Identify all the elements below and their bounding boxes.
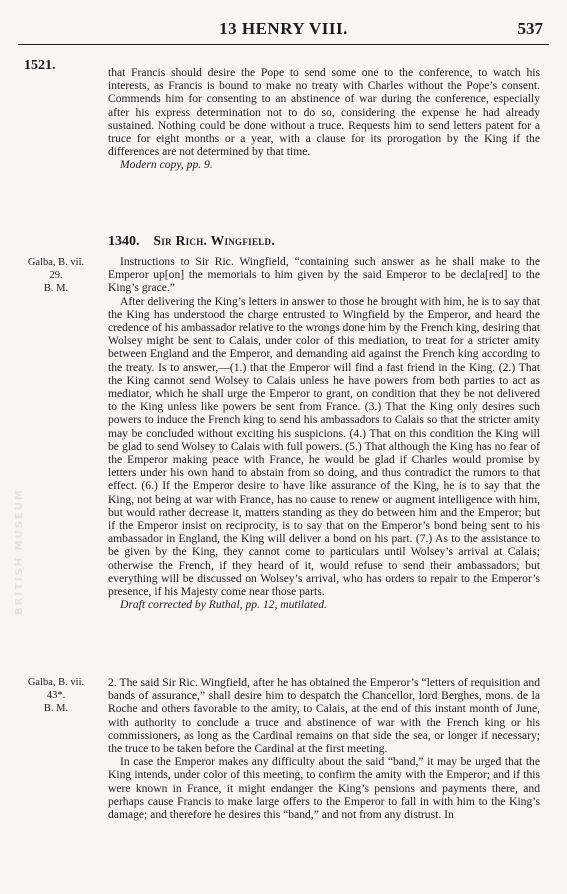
margin-ref-2-line: Galba, B. vii. — [27, 677, 85, 688]
paragraph-3: 2. The said Sir Ric. Wingfield, after he has obtained the Emperor’s “letters of requisition and bands of assurance,” shall desire him to despatch the Chancellor, lord Berghes, mons. de la Roche and others favorable to the amity, to Calais, at the end of this instant month of June, with authority to conclude a truce and abstinence of war with the French king or his commissioners, as long as the Cardinal remains on that side the sea, or longer if necessary; the truce to be taken before the Cardinal at the first meeting. — [108, 676, 540, 756]
margin-ref-1-line: 29. — [49, 270, 63, 281]
entry-heading — [108, 233, 275, 250]
page-number: 537 — [517, 19, 543, 38]
continuation-note: Modern copy, pp. 9. — [120, 158, 213, 172]
margin-ref-1-line: B. M. — [43, 283, 69, 294]
continuation-text: that Francis should desire the Pope to send some one to the conference, to watch his interests, as Francis is bound to make no treaty with Charles without the Pope’s consent. Commends him for consenting to an abstinence of war during the conference, especially after his express determination not to do so, considering the expense he had already sustained. Nothing could be done without a truce. Requests him to send letters patent for a truce for eight months or a year, with a clause for its prorogation by the King if the differences are not determined by that time. — [108, 66, 540, 159]
header-rule — [18, 44, 549, 45]
entry-title: Sir Rich. Wingfield. — [153, 233, 276, 248]
library-stamp-watermark: BRITISH MUSEUM — [14, 488, 25, 616]
entry-body-1 — [108, 255, 540, 611]
margin-ref-2-line: 43*. — [46, 690, 66, 701]
margin-reference-2 — [14, 676, 98, 715]
continuation-block — [108, 66, 540, 172]
margin-ref-1-line: Galba, B. vii. — [27, 257, 85, 268]
paragraph-4: In case the Emperor makes any difficulty about the said “band,” it may be urged that the King intends, under color of this meeting, to confirm the amity with the Emperor; and if this were known in France, it might endanger the King’s pensions and payments there, and perhaps cause Francis to make large offers to the Emperor to fall in with him to the King’s damage; and therefore he desires this “band,” and not from any distrust. In — [108, 755, 540, 822]
year-label: 1521. — [24, 58, 56, 73]
margin-reference-1 — [14, 256, 98, 295]
paragraph-2: After delivering the King’s letters in answer to those he brought with him, he is to say that the King has understood the charge entrusted to Wingfield by the Emperor, and heard the credence of his ambassador relative to the wrongs done him by the French king, desiring that Wolsey might be sent to Calais, under color of this mediation, to treat for a stricter amity between England and the Emperor, and demanding aid against the French king according to the treaty. Is to answer,—(1.) that the Emperor will find a fast friend in the King. (2.) That the King cannot send Wolsey to Calais unless he have powers from both parties to act as mediator, which he shall urge the Emperor to grant, on condition that they be not delivered to the King unless like powers be sent from France. (3.) That the King only desires such powers to induce the French king to send his ambassadors to Calais so that the stricter amity may be concluded without exciting his suspicions. (4.) That on this condition the King will be glad to send Wolsey to Calais with full powers. (5.) That although the King has no fear of the Emperor making peace with France, he would be glad if Charles would promise by letters under his own hand to abstain from so doing, and thus contradict the rumors to that effect. (6.) If the Emperor desire to have like assurance of the King, he is to say that the King, not being at war with France, has no cause to renew or augment intelligence with him, but would rather decrease it, matters standing as they do between him and the Emperor; but if the Emperor insist on reciprocity, is to say that on the Emperor’s bond being sent to his ambassador in England, the King will deliver a bond on his part. (7.) As to the assistance to be given by the King, they cannot come to particulars until Wolsey’s arrival at Calais; otherwise the French, if they heard of it, would refuse to send their ambassadors; but everything will be discussed on Wolsey’s arrival, who has orders to repair to the Emperor’s presence, if his Majesty come near those parts. — [108, 294, 540, 599]
margin-ref-2-line: B. M. — [43, 703, 69, 714]
paragraph-1: Instructions to Sir Ric. Wingfield, “containing such answer as he shall make to the Emperor up[on] the memorials to him given by the said Emperor to be decla[red] to the King’s grace.” — [108, 255, 540, 295]
entry-number: 1340. — [108, 234, 140, 249]
running-title: 13 HENRY VIII. — [219, 19, 348, 38]
draft-note: Draft corrected by Ruthal, pp. 12, mutilated. — [120, 598, 327, 612]
entry-body-2 — [108, 676, 540, 821]
